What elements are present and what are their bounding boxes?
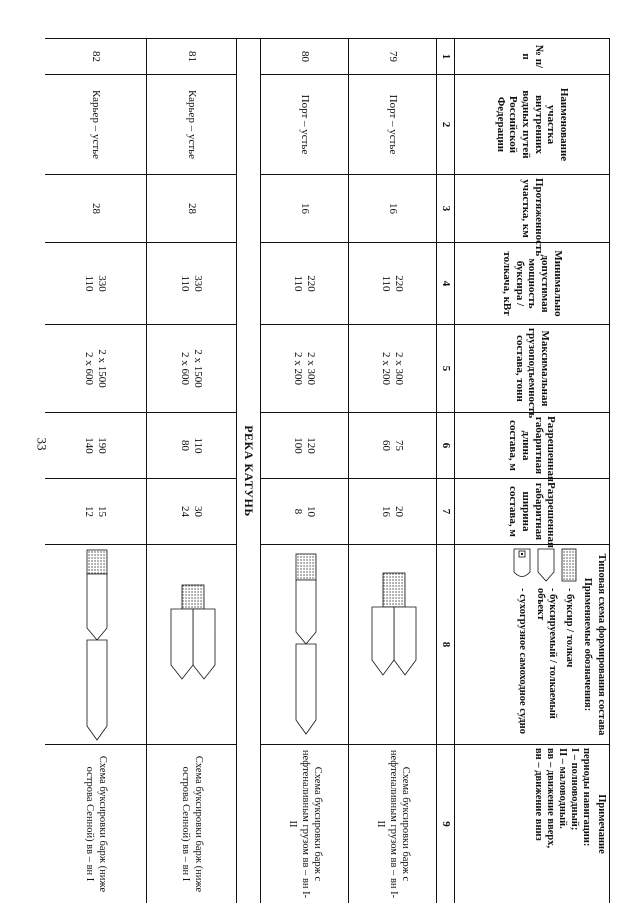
- row-power: [147, 243, 237, 325]
- row-no: 82: [45, 39, 147, 75]
- row-convoy-length: [45, 413, 147, 479]
- river-header-row: [237, 39, 261, 904]
- row-convoy-width: [45, 479, 147, 545]
- len-2: 100: [292, 437, 305, 454]
- table-row: [349, 39, 437, 904]
- row-no: 80: [261, 39, 349, 75]
- capacity-1: 2 х 300: [305, 352, 318, 385]
- header-no: № п/п: [455, 39, 610, 75]
- wid-1: 30: [192, 506, 205, 517]
- power-1: 220: [393, 275, 406, 292]
- wid-2: 24: [179, 506, 192, 517]
- row-convoy-length: [147, 413, 237, 479]
- table-row: [147, 39, 237, 904]
- header-power: Минимально допустимая мощность буксира / толкача, кВт: [455, 243, 610, 325]
- row-convoy-width: [261, 479, 349, 545]
- len-2: 80: [179, 440, 192, 451]
- row-capacity: [349, 325, 437, 413]
- convoy-table: [45, 38, 610, 903]
- row-scheme: [45, 545, 147, 745]
- power-1: 330: [96, 275, 109, 292]
- row-note: Схема буксировки барж с нефтеналивным грузом вв – вн I-II: [349, 745, 437, 904]
- col-num-5: 5: [437, 325, 455, 413]
- row-no: 79: [349, 39, 437, 75]
- row-convoy-width: [349, 479, 437, 545]
- row-section: Карьер – устье: [45, 75, 147, 175]
- wid-2: 16: [380, 506, 393, 517]
- row-length: 16: [261, 175, 349, 243]
- notes-line-1: периоды навигации:: [580, 748, 592, 847]
- header-section: Наименование участка внутренних водных путей Российской Федерации: [455, 75, 610, 175]
- col-num-2: 2: [437, 75, 455, 175]
- row-length: 28: [147, 175, 237, 243]
- col-num-6: 6: [437, 413, 455, 479]
- wid-1: 15: [96, 506, 109, 517]
- header-convoy-length: Разрешенная габаритная длина состава, м: [455, 413, 610, 479]
- row-length: 28: [45, 175, 147, 243]
- scheme-tug-two-barges-side: [364, 555, 424, 735]
- row-length: 16: [349, 175, 437, 243]
- len-1: 75: [393, 440, 406, 451]
- notes-line-3: II – маловодный.: [556, 748, 568, 829]
- col-num-9: 9: [437, 745, 455, 904]
- row-section: Порт – устье: [349, 75, 437, 175]
- capacity-1: 2 х 300: [393, 352, 406, 385]
- barge-icon: [537, 548, 555, 582]
- capacity-2: 2 х 200: [292, 352, 305, 385]
- notes-line-4: вв – движение вверх,: [544, 748, 556, 849]
- rotated-sheet: [45, 38, 610, 903]
- wid-1: 20: [393, 506, 406, 517]
- scheme-title: Типовая схема формирования состава: [596, 553, 607, 736]
- legend-label-barge: - буксируемый / толкаемый объект: [534, 588, 558, 719]
- row-power: [45, 243, 147, 325]
- header-scheme: [455, 545, 610, 745]
- col-num-7: 7: [437, 479, 455, 545]
- row-section: Порт – устье: [261, 75, 349, 175]
- row-capacity: [45, 325, 147, 413]
- scheme-tug-two-barges-line: [77, 548, 117, 744]
- row-power: [261, 243, 349, 325]
- wid-2: 8: [292, 508, 305, 515]
- col-num-1: 1: [437, 39, 455, 75]
- power-2: 110: [83, 275, 96, 292]
- row-convoy-width: [147, 479, 237, 545]
- header-length: Протяженность участка, км: [455, 175, 610, 243]
- row-scheme: [261, 545, 349, 745]
- header-capacity: Максимальная грузоподъемность состава, тонн: [455, 325, 610, 413]
- legend-item-barge: [534, 548, 558, 741]
- legend-label-tug: - буксир / толкач: [563, 588, 575, 668]
- river-name: РЕКА КАТУНЬ: [237, 39, 261, 904]
- rotated-table-frame: [45, 38, 610, 903]
- len-2: 140: [83, 437, 96, 454]
- len-1: 120: [305, 437, 318, 454]
- table-row: [45, 39, 147, 904]
- legend-label-vessel: - сухогрузное самоходное судно: [516, 588, 528, 734]
- table-row: [261, 39, 349, 904]
- row-scheme: [349, 545, 437, 745]
- power-2: 110: [179, 275, 192, 292]
- row-section: Карьер – устье: [147, 75, 237, 175]
- capacity-2: 2 х 600: [83, 352, 96, 385]
- power-2: 110: [292, 275, 305, 292]
- column-number-row: [437, 39, 455, 904]
- wid-1: 10: [305, 506, 318, 517]
- len-1: 110: [192, 437, 205, 454]
- capacity-2: 2 х 200: [380, 352, 393, 385]
- notes-title: Примечание: [596, 794, 607, 854]
- len-1: 190: [96, 437, 109, 454]
- capacity-2: 2 х 600: [179, 352, 192, 385]
- len-2: 60: [380, 440, 393, 451]
- power-2: 110: [380, 275, 393, 292]
- row-convoy-length: [349, 413, 437, 479]
- col-num-8: 8: [437, 545, 455, 745]
- header-convoy-width: Разрешенная габаритная ширина состава, м: [455, 479, 610, 545]
- notes-line-5: вн – движение вниз: [532, 748, 544, 841]
- legend-item-tug: [561, 548, 577, 741]
- row-capacity: [261, 325, 349, 413]
- capacity-1: 2 х 1500: [192, 349, 205, 388]
- row-capacity: [147, 325, 237, 413]
- scheme-tug-two-barges-line: [286, 550, 326, 740]
- scheme-tug-two-barges-side: [163, 555, 223, 735]
- row-note: Схема буксировки барж с нефтеналивным грузом вв – вн I-II: [261, 745, 349, 904]
- col-num-3: 3: [437, 175, 455, 243]
- row-no: 81: [147, 39, 237, 75]
- notes-line-2: I – полноводный;: [568, 748, 580, 831]
- power-1: 220: [305, 275, 318, 292]
- row-convoy-length: [261, 413, 349, 479]
- self-propelled-vessel-icon: [513, 548, 531, 582]
- wid-2: 12: [83, 506, 96, 517]
- header-notes: [455, 745, 610, 904]
- header-row: [455, 39, 610, 904]
- legend-item-vessel: [513, 548, 531, 741]
- row-note: Схема буксировки барж (ниже острова Сенной) вв – вн I: [45, 745, 147, 904]
- power-1: 330: [192, 275, 205, 292]
- legend-subtitle: Применяемые обозначения:: [581, 577, 593, 712]
- row-note: Схема буксировки барж (ниже острова Сенной) вв – вн I: [147, 745, 237, 904]
- row-power: [349, 243, 437, 325]
- page-number: 33: [34, 437, 50, 451]
- capacity-1: 2 х 1500: [96, 349, 109, 388]
- row-scheme: [147, 545, 237, 745]
- tug-icon: [561, 548, 577, 582]
- col-num-4: 4: [437, 243, 455, 325]
